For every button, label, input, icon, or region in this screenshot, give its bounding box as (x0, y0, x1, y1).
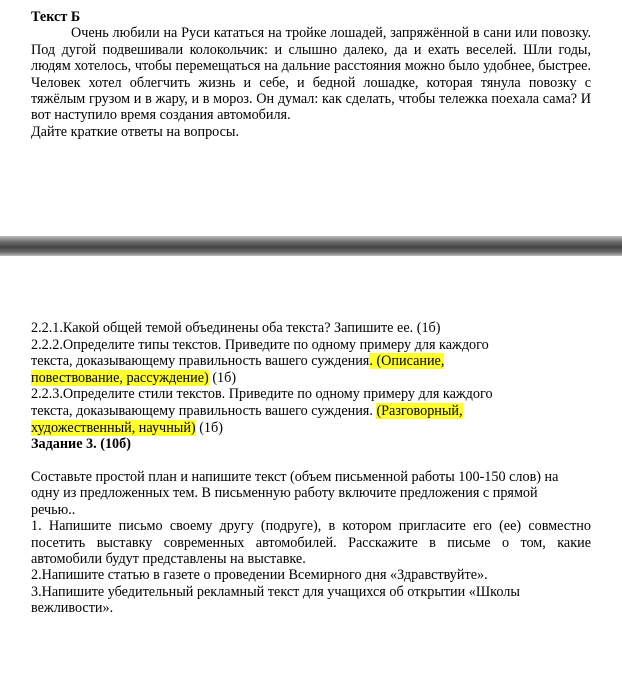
text-b-section (31, 9, 591, 140)
question-2-2-2-points: (1б) (208, 369, 237, 386)
question-2-2-2-line1: 2.2.2.Определите типы текстов. Приведите по одному примеру для каждого (31, 336, 489, 353)
task3-item-2: 2.Напишите статью в газете о проведении Всемирного дня «Здравствуйте». (31, 567, 488, 584)
question-2-2-3-line1: 2.2.3.Определите стили текстов. Приведите по одному примеру для каждого (31, 386, 493, 403)
task3-item-3-line1: 3.Напишите убедительный рекламный текст для учащихся об открытии «Школы (31, 583, 520, 600)
question-2-2-3-line2-text: текста, доказывающему правильность вашего суждения. (31, 402, 377, 419)
task3-item-3-line2: вежливости». (31, 600, 114, 617)
question-2-2-2-line3 (31, 370, 591, 387)
answer-highlight-types-b: повествование, рассуждение) (31, 369, 209, 386)
question-2-2-3-line2 (31, 403, 591, 420)
text-b-instruction: Дайте краткие ответы на вопросы. (31, 123, 239, 140)
question-2-2-3-line3 (31, 420, 591, 437)
answer-highlight-styles-b: художественный, научный) (31, 419, 196, 436)
task3-item-1: 1. Напишите письмо своему другу (подруге), в котором пригласите его (ее) совместно посетить выставку современных автомобилей. Расскажите в письме о том, какие автомобили будут представлены на выставке. (31, 518, 591, 568)
text-b-paragraph: Очень любили на Руси кататься на тройке лошадей, запряжённой в сани или повозку. Под дугой подвешивали колокольчик: и слышно далеко, да и ехать веселей. Шли годы, людям хотелось, чтобы перемещаться на дальние расстояния можно было удобнее, быстрее. Человек хотел облегчить жизнь и себе, и бедной лошадке, которая тянула повозку с тяжёлым грузом и в жару, и в мороз. Он думал: как сделать, чтобы тележка поехала сама? И вот наступило время создания автомобиля. (31, 25, 591, 124)
task3-intro-line1: Составьте простой план и напишите текст (объем письменной работы 100-150 слов) на (31, 469, 559, 485)
question-2-2-3-points: (1б) (195, 419, 223, 436)
task3-intro-line3: речью.. (31, 501, 76, 518)
question-2-2-2-line2-text: текста, доказывающему правильность вашего суждения (31, 353, 370, 370)
text-b-heading: Текст Б (31, 9, 81, 25)
task3-section (31, 469, 591, 617)
questions-section (31, 320, 591, 453)
answer-highlight-types-a: . (Описание, (369, 353, 445, 370)
page-separator (0, 236, 622, 256)
task3-heading: Задание 3. (10б) (31, 436, 131, 453)
task3-intro-line2: одну из предложенных тем. В письменную работу включите предложения с прямой (31, 485, 538, 502)
question-2-2-1: 2.2.1.Какой общей темой объединены оба текста? Запишите ее. (1б) (31, 320, 441, 336)
answer-highlight-styles-a: (Разговорный, (376, 402, 463, 419)
question-2-2-2-line2 (31, 353, 591, 370)
